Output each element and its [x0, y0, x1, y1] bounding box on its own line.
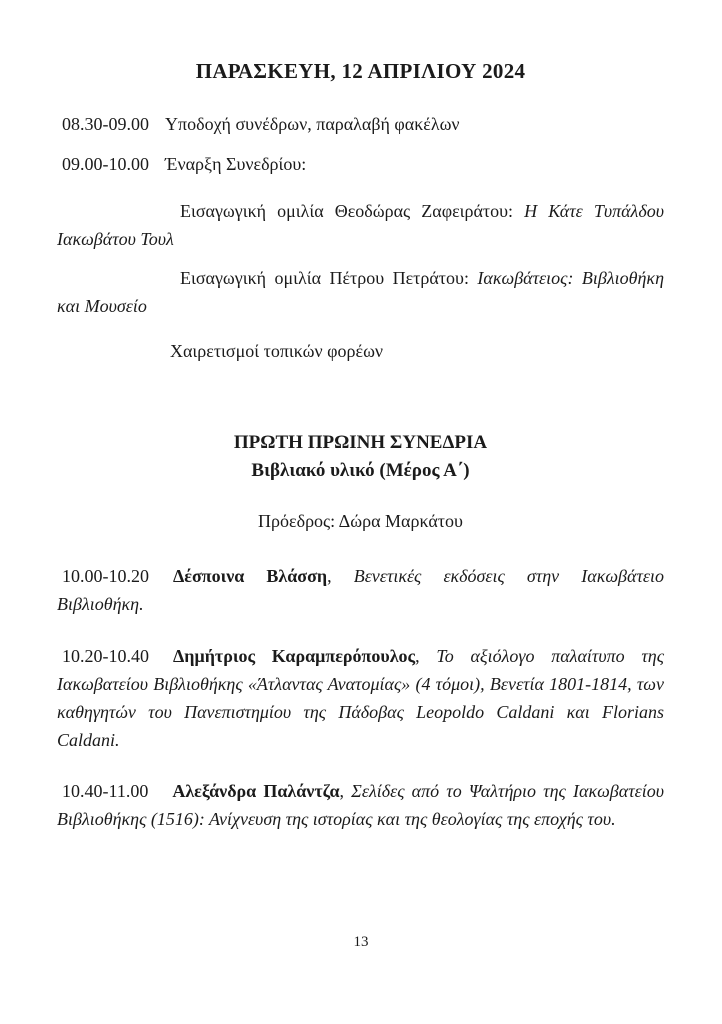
intro-talk-title: Ιακωβάτειος: Βιβλιοθήκη και Μουσείο: [57, 268, 664, 316]
talk-entry: [57, 562, 664, 618]
time-range: 08.30-09.00: [62, 114, 149, 134]
talk-separator: ,: [339, 781, 352, 801]
talk-title: Σελίδες από το Ψαλτήριο της Ιακωβατείου Βιβλιοθήκης (1516): Ανίχνευση της ιστορίας και της θεολογίας της εποχής του.: [57, 781, 664, 829]
talk-title: Το αξιόλογο παλαίτυπο της Ιακωβατείου Βιβλιοθήκης «Άτλαντας Ανατομίας» (4 τόμοι), Βενετία 1801-1814, των καθηγητών του Πανεπιστημίου της Πάδοβας Leopoldo Caldani και Florians Caldani.: [57, 646, 664, 750]
time-range: 10.00-10.20: [62, 566, 149, 586]
schedule-row-opening: [57, 150, 664, 178]
greetings-line: Χαιρετισμοί τοπικών φορέων: [170, 341, 384, 361]
session-chair: Πρόεδρος: Δώρα Μαρκάτου: [258, 511, 463, 531]
talk-speaker: Δημήτριος Καραμπερόπουλος: [173, 646, 416, 666]
intro-talk-title: Η Κάτε Τυπάλδου Ιακωβάτου Τουλ: [57, 201, 664, 249]
intro-lead: Εισαγωγική ομιλία Θεοδώρας Ζαφειράτου:: [180, 201, 525, 221]
time-range: 09.00-10.00: [62, 154, 149, 174]
schedule-text: Υποδοχή συνέδρων, παραλαβή φακέλων: [165, 114, 460, 134]
time-range: 10.40-11.00: [62, 781, 149, 801]
time-range: 10.20-10.40: [62, 646, 149, 666]
intro-paragraph-zafeiratou: [57, 197, 664, 253]
page-number: 13: [353, 934, 369, 950]
talk-speaker: Δέσποινα Βλάσση: [173, 566, 328, 586]
talk-speaker: Αλεξάνδρα Παλάντζα: [172, 781, 340, 801]
schedule-text: Έναρξη Συνεδρίου:: [165, 154, 307, 174]
talk-separator: ,: [327, 566, 354, 586]
talk-entry: [57, 642, 664, 754]
schedule-row-registration: [57, 110, 664, 138]
intro-paragraph-petratou: [57, 264, 664, 320]
session-heading: ΠΡΩΤΗ ΠΡΩΙΝΗ ΣΥΝΕΔΡΙΑ: [233, 432, 488, 453]
talk-entry: [57, 777, 664, 833]
talk-title: Βενετικές εκδόσεις στην Ιακωβάτειο Βιβλιοθήκη.: [57, 566, 664, 614]
talk-separator: ,: [415, 646, 437, 666]
session-subheading: Βιβλιακό υλικό (Μέρος Α΄): [251, 460, 470, 481]
page-title: ΠΑΡΑΣΚΕΥΗ, 12 ΑΠΡΙΛΙΟΥ 2024: [195, 59, 526, 83]
intro-lead: Εισαγωγική ομιλία Πέτρου Πετράτου:: [180, 268, 478, 288]
